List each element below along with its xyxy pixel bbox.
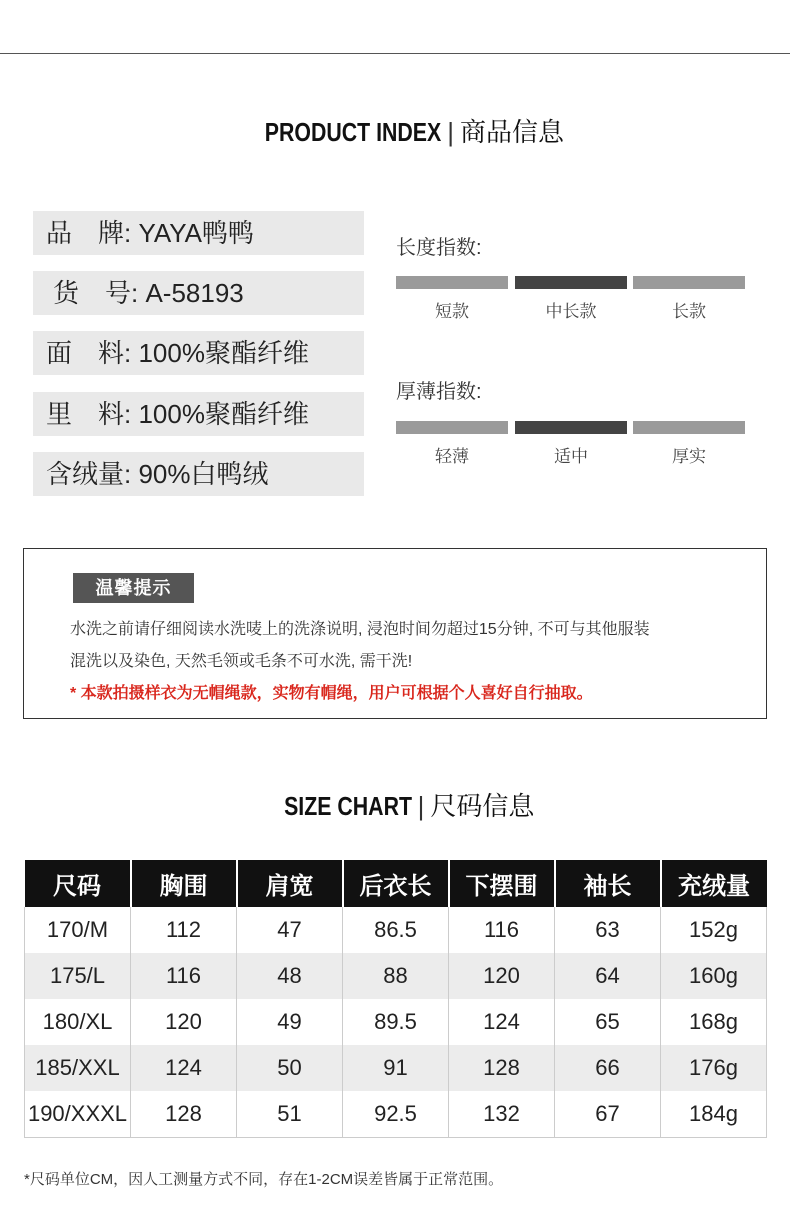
table-cell: 180/XL bbox=[25, 999, 131, 1045]
table-cell: 89.5 bbox=[343, 999, 449, 1045]
thickness-index-title: 厚薄指数: bbox=[396, 381, 482, 403]
attr-brand: 品 牌: YAYA鸭鸭 bbox=[33, 211, 364, 255]
table-cell: 124 bbox=[131, 1045, 237, 1091]
size-chart-header-row bbox=[25, 860, 767, 907]
table-cell: 128 bbox=[449, 1045, 555, 1091]
thickness-index-bar-2-selected bbox=[515, 421, 627, 434]
product-index-heading bbox=[0, 112, 790, 149]
table-cell: 116 bbox=[131, 953, 237, 999]
table-cell: 50 bbox=[237, 1045, 343, 1091]
thickness-index-label-2: 适中 bbox=[554, 447, 588, 466]
table-cell: 116 bbox=[449, 907, 555, 953]
table-cell: 175/L bbox=[25, 953, 131, 999]
table-cell: 184g bbox=[661, 1091, 767, 1138]
col-header-back-length: 后衣长 bbox=[343, 860, 449, 907]
table-cell: 176g bbox=[661, 1045, 767, 1091]
table-cell: 92.5 bbox=[343, 1091, 449, 1138]
table-cell: 66 bbox=[555, 1045, 661, 1091]
attr-lining: 里 料: 100%聚酯纤维 bbox=[33, 392, 364, 436]
table-cell: 49 bbox=[237, 999, 343, 1045]
length-index-bar-3 bbox=[633, 276, 745, 289]
col-header-shoulder: 肩宽 bbox=[237, 860, 343, 907]
length-index-title: 长度指数: bbox=[396, 237, 482, 259]
table-cell: 128 bbox=[131, 1091, 237, 1138]
notice-line-1: 水洗之前请仔细阅读水洗唛上的洗涤说明, 浸泡时间勿超过15分钟, 不可与其他服装 bbox=[70, 621, 650, 638]
top-divider bbox=[0, 53, 790, 54]
table-cell: 170/M bbox=[25, 907, 131, 953]
length-index-bar-2-selected bbox=[515, 276, 627, 289]
table-cell: 91 bbox=[343, 1045, 449, 1091]
length-index-label-1: 短款 bbox=[435, 302, 469, 321]
size-chart-heading-en: SIZE CHART bbox=[283, 791, 412, 821]
table-cell: 132 bbox=[449, 1091, 555, 1138]
product-index-heading-en: PRODUCT INDEX bbox=[264, 117, 442, 147]
attr-down-content: 含绒量: 90%白鸭绒 bbox=[33, 452, 364, 496]
length-index-label-2: 中长款 bbox=[545, 302, 597, 321]
length-index-bar-1 bbox=[396, 276, 508, 289]
table-cell: 67 bbox=[555, 1091, 661, 1138]
table-cell: 120 bbox=[449, 953, 555, 999]
table-cell: 124 bbox=[449, 999, 555, 1045]
notice-tag: 温馨提示 bbox=[73, 573, 194, 603]
notice-warning: * 本款拍摄样衣为无帽绳款，实物有帽绳，用户可根据个人喜好自行抽取。 bbox=[70, 685, 593, 702]
table-row bbox=[25, 999, 767, 1045]
table-row bbox=[25, 953, 767, 999]
table-cell: 168g bbox=[661, 999, 767, 1045]
table-cell: 160g bbox=[661, 953, 767, 999]
table-row bbox=[25, 1091, 767, 1138]
table-row bbox=[25, 907, 767, 953]
attr-item-number: 货 号: A-58193 bbox=[33, 271, 364, 315]
table-cell: 51 bbox=[237, 1091, 343, 1138]
table-cell: 48 bbox=[237, 953, 343, 999]
table-cell: 63 bbox=[555, 907, 661, 953]
length-index-label-3: 长款 bbox=[672, 302, 706, 321]
size-chart-heading bbox=[0, 786, 790, 823]
table-cell: 152g bbox=[661, 907, 767, 953]
care-notice-box bbox=[23, 548, 767, 719]
col-header-size: 尺码 bbox=[25, 860, 131, 907]
col-header-fill-weight: 充绒量 bbox=[661, 860, 767, 907]
product-index-heading-zh: 商品信息 bbox=[460, 117, 565, 147]
thickness-index-label-3: 厚实 bbox=[672, 447, 706, 466]
table-cell: 64 bbox=[555, 953, 661, 999]
table-cell: 86.5 bbox=[343, 907, 449, 953]
table-cell: 120 bbox=[131, 999, 237, 1045]
col-header-sleeve: 袖长 bbox=[555, 860, 661, 907]
notice-line-2: 混洗以及染色, 天然毛领或毛条不可水洗, 需干洗! bbox=[70, 653, 413, 670]
col-header-hem: 下摆围 bbox=[449, 860, 555, 907]
attr-shell-fabric: 面 料: 100%聚酯纤维 bbox=[33, 331, 364, 375]
heading-separator: | bbox=[447, 117, 454, 147]
table-cell: 112 bbox=[131, 907, 237, 953]
table-cell: 190/XXXL bbox=[25, 1091, 131, 1138]
thickness-index-bar-1 bbox=[396, 421, 508, 434]
table-cell: 47 bbox=[237, 907, 343, 953]
col-header-chest: 胸围 bbox=[131, 860, 237, 907]
thickness-index-bar-3 bbox=[633, 421, 745, 434]
table-cell: 185/XXL bbox=[25, 1045, 131, 1091]
table-cell: 65 bbox=[555, 999, 661, 1045]
heading-separator: | bbox=[417, 791, 425, 821]
size-footnote: *尺码单位CM，因人工测量方式不同，存在1-2CM误差皆属于正常范围。 bbox=[24, 1171, 504, 1188]
size-chart-heading-zh: 尺码信息 bbox=[430, 791, 535, 821]
table-row bbox=[25, 1045, 767, 1091]
thickness-index-label-1: 轻薄 bbox=[435, 447, 469, 466]
table-cell: 88 bbox=[343, 953, 449, 999]
size-chart-table bbox=[24, 860, 767, 1138]
